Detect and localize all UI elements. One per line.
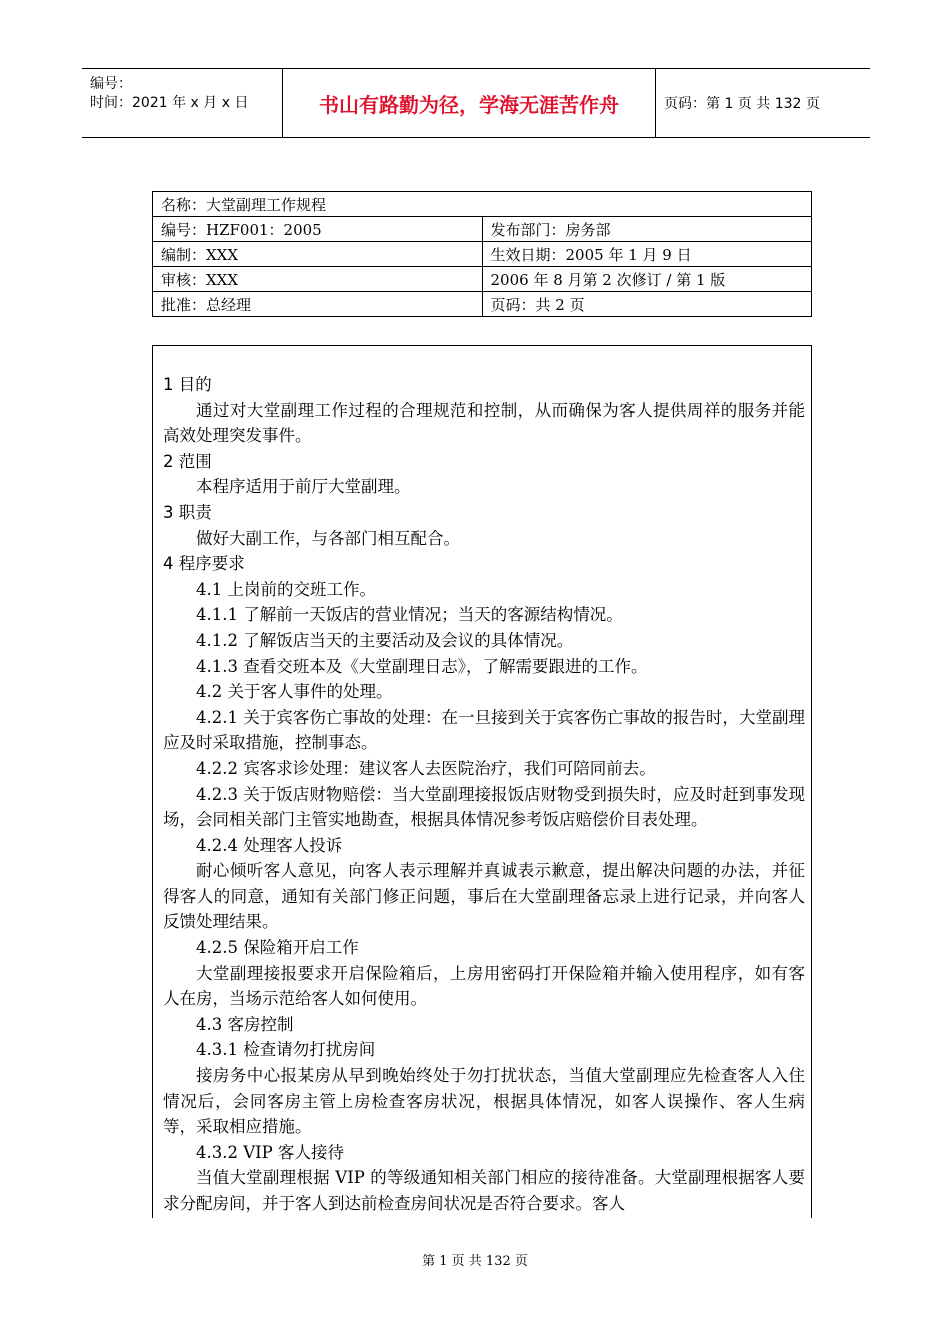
clause-4-2-1: 4.2.1 关于宾客伤亡事故的处理：在一旦接到关于宾客伤亡事故的报告时，大堂副理应及时采取措施，控制事态。 — [163, 707, 805, 753]
clause-4-1-3: 4.1.3 查看交班本及《大堂副理日志》，了解需要跟进的工作。 — [196, 656, 648, 676]
document-content — [163, 372, 805, 1217]
info-row-approve — [153, 292, 812, 317]
section-3-text: 做好大副工作，与各部门相互配合。 — [196, 528, 460, 548]
clause-4-3-2: 4.3.2 VIP 客人接待 — [196, 1142, 345, 1162]
section-4-title: 4 程序要求 — [163, 554, 245, 574]
clause-4-1-1: 4.1.1 了解前一天饭店的营业情况；当天的客源结构情况。 — [196, 605, 623, 625]
doc-code: 编号：HZF001：2005 — [153, 217, 483, 242]
document-body — [152, 345, 812, 1218]
doc-effective-date: 生效日期：2005 年 1 月 9 日 — [482, 242, 812, 267]
clause-4-3-1: 4.3.1 检查请勿打扰房间 — [196, 1040, 376, 1060]
section-3-title: 3 职责 — [163, 502, 212, 522]
clause-4-2-3: 4.2.3 关于饭店财物赔偿：当大堂副理接报饭店财物受到损失时，应及时赶到事发现场，会同相关部门主管实地勘查，根据具体情况参考饭店赔偿价目表处理。 — [163, 784, 805, 830]
header-number: 编号： — [90, 76, 132, 92]
header-time: 时间：2021 年 x 月 x 日 — [90, 95, 249, 111]
info-row-name — [153, 192, 812, 217]
doc-pages: 页码：共 2 页 — [482, 292, 812, 317]
section-1-text: 通过对大堂副理工作过程的合理规范和控制，从而确保为客人提供周祥的服务并能高效处理突发事件。 — [163, 400, 805, 446]
page-header — [82, 68, 870, 138]
clause-4-3-2-text: 当值大堂副理根据 VIP 的等级通知相关部门相应的接待准备。大堂副理根据客人要求分配房间，并于客人到达前检查房间状况是否符合要求。客人 — [163, 1168, 805, 1213]
doc-reviewer: 审核：XXX — [153, 267, 483, 292]
info-row-review — [153, 267, 812, 292]
clause-4-1: 4.1 上岗前的交班工作。 — [196, 579, 376, 599]
clause-4-2-4-text: 耐心倾听客人意见，向客人表示理解并真诚表示歉意，提出解决问题的办法，并征得客人的同意，通知有关部门修正问题，事后在大堂副理备忘录上进行记录，并向客人反馈处理结果。 — [163, 861, 805, 932]
doc-revision: 2006 年 8 月第 2 次修订 / 第 1 版 — [482, 267, 812, 292]
clause-4-2-4: 4.2.4 处理客人投诉 — [196, 835, 343, 855]
document-info-table — [152, 191, 812, 317]
info-row-author — [153, 242, 812, 267]
section-2-text: 本程序适用于前厅大堂副理。 — [196, 477, 411, 497]
page-footer: 第 1 页 共 132 页 — [422, 1254, 528, 1269]
clause-4-3-1-text: 接房务中心报某房从早到晚始终处于勿打扰状态，当值大堂副理应先检查客人入住情况后，会同客房主管上房检查客房状况，根据具体情况，如客人误操作、客人生病等，采取相应措施。 — [163, 1066, 805, 1137]
header-meta — [82, 69, 282, 137]
clause-4-1-2: 4.1.2 了解饭店当天的主要活动及会议的具体情况。 — [196, 630, 574, 650]
header-page-text: 页码：第 1 页 共 132 页 — [664, 96, 820, 112]
info-row-code — [153, 217, 812, 242]
section-2-title: 2 范围 — [163, 451, 212, 471]
doc-author: 编制：XXX — [153, 242, 483, 267]
clause-4-3: 4.3 客房控制 — [196, 1014, 294, 1034]
header-page-info — [664, 69, 870, 137]
doc-dept: 发布部门：房务部 — [482, 217, 812, 242]
clause-4-2-5-text: 大堂副理接报要求开启保险箱后，上房用密码打开保险箱并输入使用程序，如有客人在房，当场示范给客人如何使用。 — [163, 963, 805, 1009]
clause-4-2: 4.2 关于客人事件的处理。 — [196, 682, 393, 702]
doc-name: 名称：大堂副理工作规程 — [153, 192, 812, 217]
clause-4-2-5: 4.2.5 保险箱开启工作 — [196, 938, 359, 958]
section-1-title: 1 目的 — [163, 375, 212, 394]
doc-approver: 批准：总经理 — [153, 292, 483, 317]
header-motto: 书山有路勤为径，学海无涯苦作舟 — [282, 69, 656, 137]
clause-4-2-2: 4.2.2 宾客求诊处理：建议客人去医院治疗，我们可陪同前去。 — [196, 758, 656, 778]
